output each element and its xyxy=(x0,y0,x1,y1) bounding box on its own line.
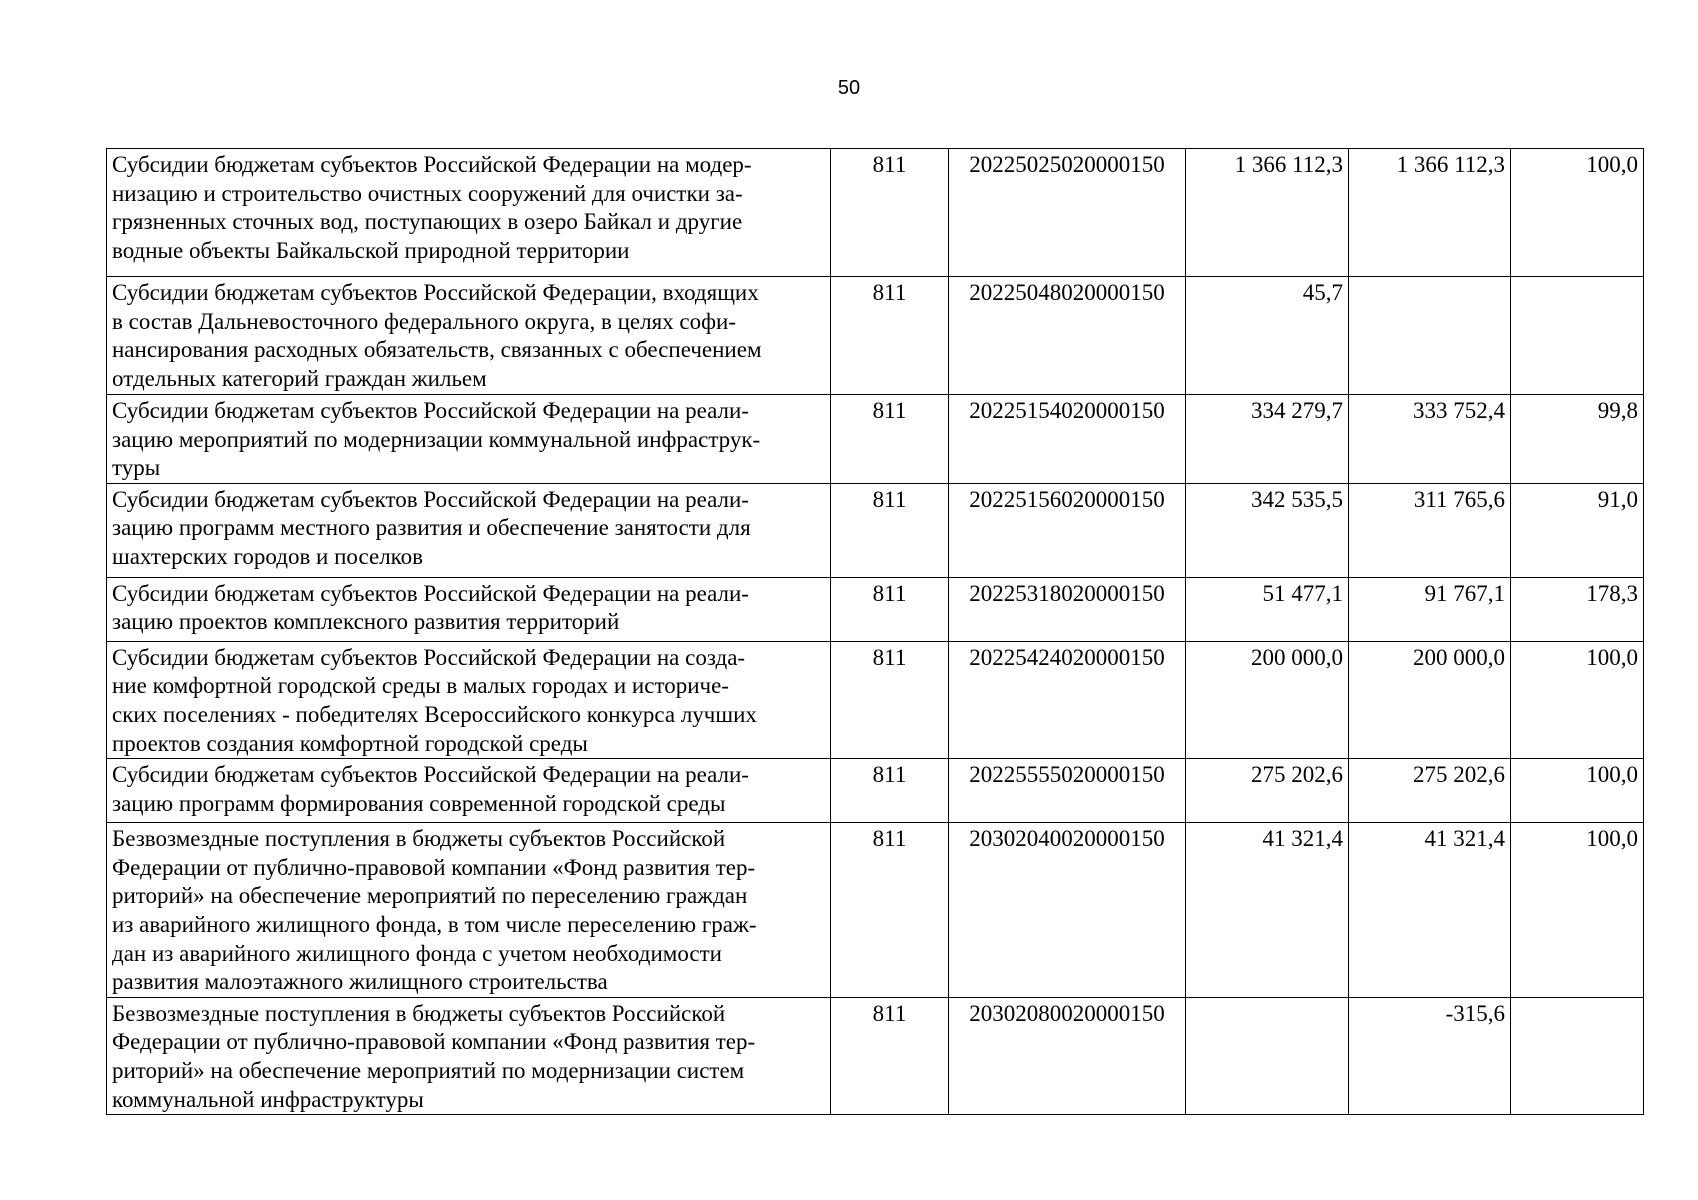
row-percent: 178,3 xyxy=(1511,577,1644,641)
row-revenue-code: 20225025020000150 xyxy=(949,149,1186,277)
row-value-1: 45,7 xyxy=(1186,277,1349,395)
row-revenue-code: 20225156020000150 xyxy=(949,483,1186,577)
row-value-2: 311 765,6 xyxy=(1349,483,1511,577)
table-row xyxy=(107,149,1644,277)
row-value-2: 91 767,1 xyxy=(1349,577,1511,641)
row-value-1: 275 202,6 xyxy=(1186,759,1349,823)
row-revenue-code: 20225154020000150 xyxy=(949,395,1186,484)
row-percent xyxy=(1511,277,1644,395)
table-row xyxy=(107,483,1644,577)
row-description: Субсидии бюджетам субъектов Российской Федерации на реали- зацию программ формирования современной городской среды xyxy=(107,759,831,823)
row-value-1: 334 279,7 xyxy=(1186,395,1349,484)
row-value-1: 41 321,4 xyxy=(1186,823,1349,998)
row-value-2: -315,6 xyxy=(1349,997,1511,1114)
row-value-2: 41 321,4 xyxy=(1349,823,1511,998)
row-admin-code: 811 xyxy=(831,577,949,641)
row-value-1: 51 477,1 xyxy=(1186,577,1349,641)
row-revenue-code: 20225424020000150 xyxy=(949,641,1186,758)
table-row xyxy=(107,759,1644,823)
row-description: Субсидии бюджетам субъектов Российской Федерации на реали- зацию программ местного развития и обеспечение занятости для шахтерских городов и поселков xyxy=(107,483,831,577)
row-description: Субсидии бюджетам субъектов Российской Федерации на реали- зацию мероприятий по модернизации коммунальной инфраструк- туры xyxy=(107,395,831,484)
row-revenue-code: 20302080020000150 xyxy=(949,997,1186,1114)
row-description: Субсидии бюджетам субъектов Российской Федерации, входящих в состав Дальневосточного федерального округа, в целях софи- нансирования расходных обязательств, связанных с обеспечением отдельных категорий граждан жильем xyxy=(107,277,831,395)
table-row xyxy=(107,997,1644,1114)
row-admin-code: 811 xyxy=(831,759,949,823)
table-row xyxy=(107,577,1644,641)
revenue-table xyxy=(106,148,1644,1115)
row-description: Субсидии бюджетам субъектов Российской Федерации на модер- низацию и строительство очистных сооружений для очистки за- грязненных сточных вод, поступающих в озеро Байкал и другие водные объекты Байкальской природной территории xyxy=(107,149,831,277)
row-value-2 xyxy=(1349,277,1511,395)
row-percent: 100,0 xyxy=(1511,759,1644,823)
row-value-2: 200 000,0 xyxy=(1349,641,1511,758)
row-revenue-code: 20225318020000150 xyxy=(949,577,1186,641)
table-row xyxy=(107,277,1644,395)
row-admin-code: 811 xyxy=(831,823,949,998)
row-description: Субсидии бюджетам субъектов Российской Федерации на созда- ние комфортной городской среды в малых городах и историче- ских поселениях - победителях Всероссийского конкурса лучших проектов создания комфортной городской среды xyxy=(107,641,831,758)
table-row xyxy=(107,395,1644,484)
row-value-1: 200 000,0 xyxy=(1186,641,1349,758)
page-number: 50 xyxy=(837,77,861,99)
row-description: Безвозмездные поступления в бюджеты субъектов Российской Федерации от публично-правовой компании «Фонд развития тер- риторий» на обеспечение мероприятий по модернизации систем коммунальной инфраструктуры xyxy=(107,997,831,1114)
row-percent: 91,0 xyxy=(1511,483,1644,577)
row-percent: 100,0 xyxy=(1511,823,1644,998)
row-revenue-code: 20225555020000150 xyxy=(949,759,1186,823)
row-value-1: 342 535,5 xyxy=(1186,483,1349,577)
row-revenue-code: 20225048020000150 xyxy=(949,277,1186,395)
row-percent: 100,0 xyxy=(1511,149,1644,277)
row-value-1: 1 366 112,3 xyxy=(1186,149,1349,277)
row-percent: 100,0 xyxy=(1511,641,1644,758)
row-value-1 xyxy=(1186,997,1349,1114)
row-value-2: 275 202,6 xyxy=(1349,759,1511,823)
row-description: Субсидии бюджетам субъектов Российской Федерации на реали- зацию проектов комплексного развития территорий xyxy=(107,577,831,641)
row-admin-code: 811 xyxy=(831,395,949,484)
row-description: Безвозмездные поступления в бюджеты субъектов Российской Федерации от публично-правовой компании «Фонд развития тер- риторий» на обеспечение мероприятий по переселению граждан из аварийного жилищного фонда, в том числе переселению граж- дан из аварийного жилищного фонда с учетом необходимости развития малоэтажного жилищного строительства xyxy=(107,823,831,998)
table-row xyxy=(107,823,1644,998)
row-admin-code: 811 xyxy=(831,149,949,277)
table-row xyxy=(107,641,1644,758)
row-admin-code: 811 xyxy=(831,277,949,395)
row-admin-code: 811 xyxy=(831,997,949,1114)
row-percent xyxy=(1511,997,1644,1114)
row-admin-code: 811 xyxy=(831,641,949,758)
row-revenue-code: 20302040020000150 xyxy=(949,823,1186,998)
row-admin-code: 811 xyxy=(831,483,949,577)
row-percent: 99,8 xyxy=(1511,395,1644,484)
row-value-2: 1 366 112,3 xyxy=(1349,149,1511,277)
row-value-2: 333 752,4 xyxy=(1349,395,1511,484)
